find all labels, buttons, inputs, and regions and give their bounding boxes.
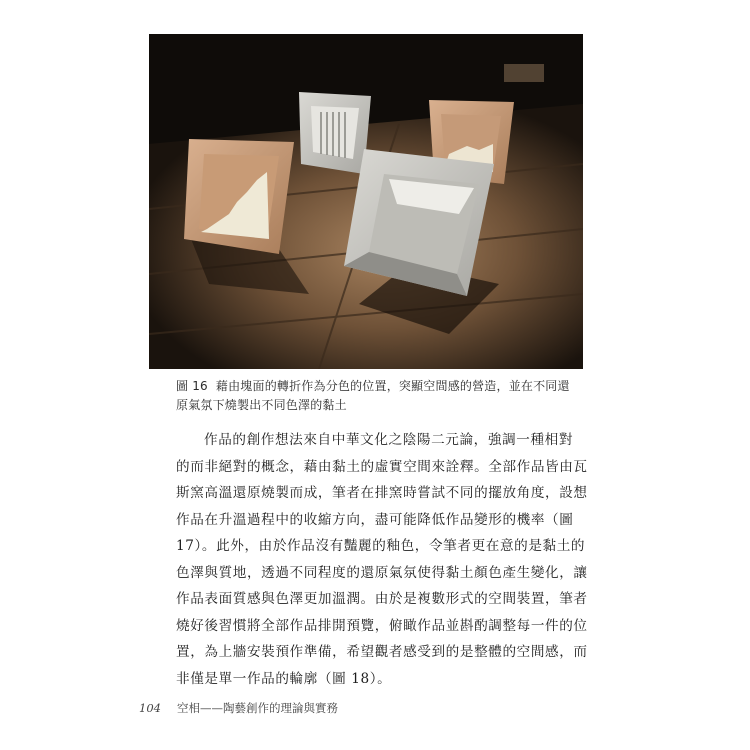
- page-number: 104: [139, 701, 161, 715]
- page-footer: [139, 700, 338, 716]
- figure-label: 圖 16: [176, 379, 208, 393]
- body-line: 斯窯高溫還原燒製而成，筆者在排窯時嘗試不同的擺放角度，設想: [176, 485, 588, 501]
- body-line: 置，為上牆安裝預作準備，希望觀者感受到的是整體的空間感，而: [176, 644, 588, 660]
- body-line: 的而非絕對的概念，藉由黏土的虛實空間來詮釋。全部作品皆由瓦: [176, 458, 588, 475]
- body-line: 燒好後習慣將全部作品排開預覽，俯瞰作品並斟酌調整每一件的位: [176, 617, 588, 634]
- body-line: 作品表面質感與色澤更加溫潤。由於是複數形式的空間裝置，筆者: [176, 591, 588, 607]
- body-line: 作品的創作想法來自中華文化之陰陽二元論，強調一種相對: [204, 432, 574, 448]
- body-line: 作品在升溫過程中的收縮方向，盡可能降低作品變形的機率（圖: [176, 511, 574, 528]
- ceramic-artworks-photo: [149, 34, 583, 369]
- body-line: 色澤與質地，透過不同程度的還原氣氛使得黏土顏色產生變化，讓: [176, 564, 588, 581]
- caption-line-1: 藉由塊面的轉折作為分色的位置，突顯空間感的營造，並在不同還: [215, 379, 570, 393]
- ceramic-box-stripes: [299, 92, 371, 174]
- figure-caption: [176, 377, 606, 415]
- body-line: 非僅是單一作品的輪廓（圖 18）。: [176, 670, 392, 687]
- book-title: 空相——陶藝創作的理論與實務: [176, 701, 338, 715]
- ceramic-box-staircase: [184, 139, 294, 254]
- caption-line-2: 原氣氛下燒製出不同色澤的黏土: [176, 398, 347, 412]
- body-paragraph: [176, 427, 586, 692]
- body-line: 17）。此外，由於作品沒有豔麗的釉色，令筆者更在意的是黏土的: [176, 538, 586, 554]
